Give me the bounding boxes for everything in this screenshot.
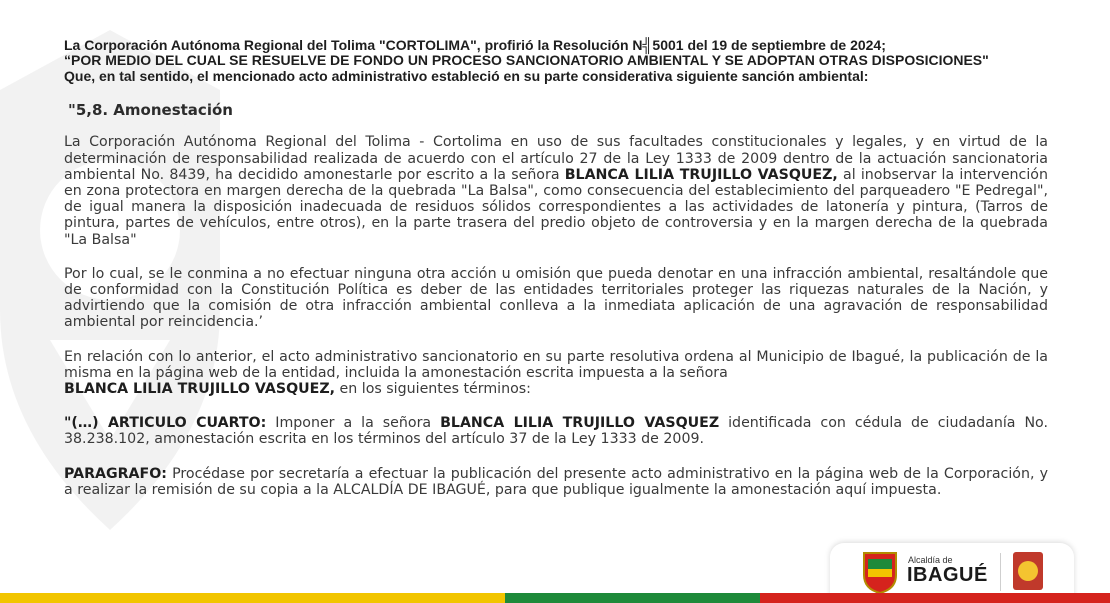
paragraph-4-text-a: Imponer a la señora	[266, 415, 441, 432]
header-line-1: La Corporación Autónoma Regional del Tolima "CORTOLIMA", profirió la Resolución N╣5001 del 19 de septiembre de 2024;	[64, 37, 886, 53]
paragraph-5	[64, 466, 1048, 498]
paragraph-3-name: BLANCA LILIA TRUJILLO VASQUEZ,	[64, 381, 336, 398]
paragraph-1-text-a: La Corporación Autónoma Regional del Tolima - Cortolima en uso de sus facultades constitucionales y legales, y en virtud de la determinación de responsabilidad realizada de acuerdo con el artículo 27 de la Ley 1333 de 2009 dentro de la actuación sancionatoria ambiental No. 8439, ha decidido amonestarle por escrito a la señora	[64, 134, 1048, 183]
bottom-color-bar	[0, 593, 1110, 603]
secondary-brand-badge-icon	[1013, 552, 1043, 590]
header-line-3: Que, en tal sentido, el mencionado acto administrativo estableció en su parte considerativa siguiente sanción ambiental:	[64, 67, 869, 84]
paragraph-2: Por lo cual, se le conmina a no efectuar ninguna otra acción u omisión que pueda denotar en una infracción ambiental, resaltándole que de conformidad con la Constitución Política es deber de las entidades territoriales proteger las riquezas naturales de la Nación, y advirtiendo que la comisión de otra infracción ambiental conlleva a la inmediata aplicación de una agravación de responsabilidad ambiental por reincidencia.’	[64, 265, 1048, 331]
paragraph-1-text-b: al inobservar la intervención en zona protectora en margen derecha de la quebrada "La Balsa", como consecuencia del establecimiento del parqueadero "E Pedregal", de igual manera la disposición inadecuada de residuos sólidos correspondientes a las actividades de latonería y pintura, (Tarros de pintura, partes de vehículos, entre otros), en la parte trasera del predio objeto de controversia y en la margen derecha de la quebrada "La Balsa"	[64, 166, 1048, 248]
logo-text-big: IBAGUÉ	[907, 564, 988, 586]
paragraph-3-text-a: En relación con lo anterior, el acto administrativo sancionatorio en su parte resolutiva ordena al Municipio de Ibagué, la publicación de la misma en la página web de la entidad, incluida la amonestación escrita impuesta a la señora	[64, 348, 1048, 381]
logo-text-small: Alcaldía de	[908, 555, 953, 565]
paragraph-4	[64, 415, 1048, 447]
ibague-shield-icon	[860, 549, 900, 595]
paragraph-3	[64, 349, 1048, 398]
paragraph-5-text-a: Procédase por secretaría a efectuar la publicación del presente acto administrativo en la página web de la Corporación, y a realizar la remisión de su copia a la ALCALDÍA DE IBAGUÉ, para que publique igualmente la amonestación aquí impuesta.	[64, 465, 1048, 498]
paragrafo-label: PARAGRAFO:	[64, 465, 167, 482]
section-title: "5,8. Amonestación	[68, 101, 233, 120]
paragraph-3-text-b: en los siguientes términos:	[335, 381, 531, 398]
paragraph-4-text-b: identificada con cédula de ciudadanía No. 38.238.102, amonestación escrita en los términos del artículo 37 de la Ley 1333 de 2009.	[64, 415, 1048, 448]
paragraph-1-name: BLANCA LILIA TRUJILLO VASQUEZ,	[564, 166, 838, 183]
document-body	[64, 38, 1048, 498]
logo-divider	[1000, 553, 1001, 591]
document-header	[64, 38, 1048, 84]
bar-segment-green	[505, 593, 760, 603]
paragraph-4-name: BLANCA LILIA TRUJILLO VASQUEZ	[440, 415, 720, 432]
bar-segment-red	[760, 593, 1110, 603]
articulo-cuarto-label: "(…) ARTICULO CUARTO:	[64, 415, 267, 432]
header-line-2: “POR MEDIO DEL CUAL SE RESUELVE DE FONDO UN PROCESO SANCIONATORIO AMBIENTAL Y SE ADOPTAN OTRAS DISPOSICIONES"	[64, 52, 989, 69]
paragraph-1	[64, 134, 1048, 247]
bar-segment-yellow	[0, 593, 505, 603]
